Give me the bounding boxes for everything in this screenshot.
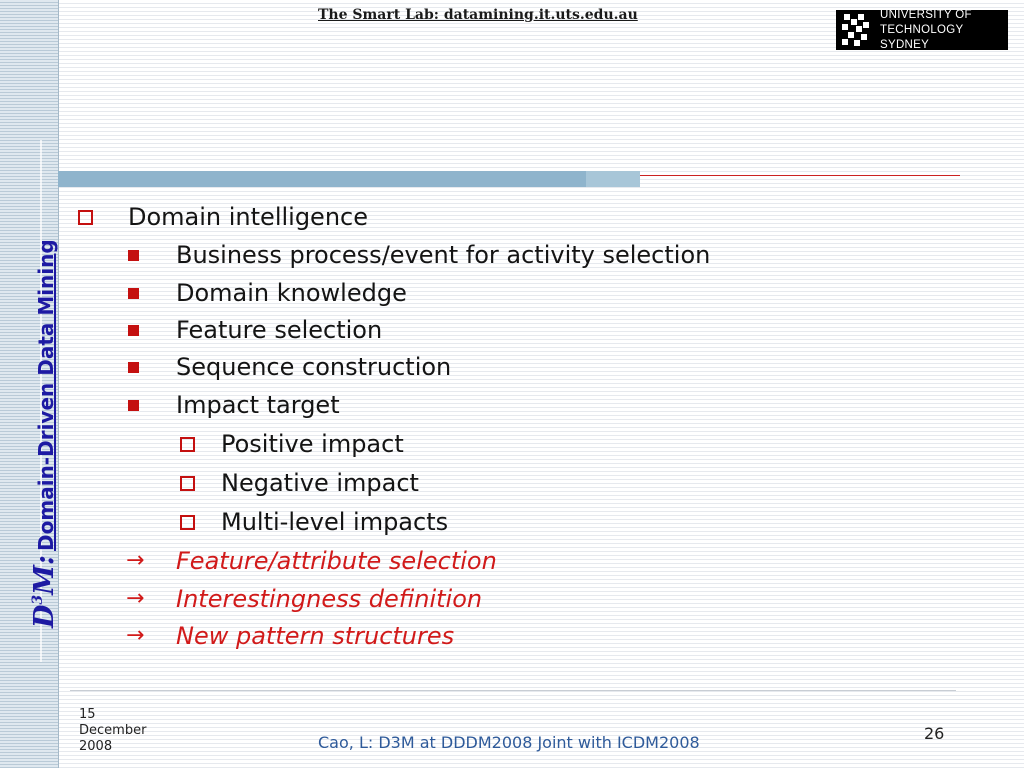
list-item [0, 507, 1000, 537]
hollow-square-bullet-icon [180, 476, 195, 491]
hollow-square-bullet-icon [180, 515, 195, 530]
footer-date-year: 2008 [79, 739, 113, 754]
list-item [0, 278, 1000, 308]
hollow-square-bullet-icon [78, 210, 93, 225]
list-item [0, 584, 1000, 614]
logo-line-1: UNIVERSITY OF [880, 8, 972, 21]
list-item-text: Negative impact [221, 469, 419, 497]
page-number: 26 [924, 724, 945, 743]
brand-d: D [29, 604, 60, 628]
list-item [0, 468, 1000, 498]
list-item-text: Domain knowledge [176, 279, 407, 307]
list-item [0, 621, 1000, 651]
brand-superscript: 3 [30, 594, 46, 605]
list-item-text: Interestingness definition [176, 585, 483, 613]
list-item [0, 352, 1000, 382]
list-item [0, 202, 1000, 232]
list-item-text: New pattern structures [176, 622, 455, 650]
list-item-text: Multi-level impacts [221, 508, 449, 536]
footer-date-day: 15 [79, 707, 96, 722]
list-item [0, 429, 1000, 459]
solid-square-bullet-icon [128, 288, 139, 299]
list-item-text: Business process/event for activity selection [176, 241, 711, 269]
footer-citation: Cao, L: D3M at DDDM2008 Joint with ICDM2008 [318, 733, 700, 752]
footer-rule [70, 690, 956, 691]
footer-date [79, 707, 169, 755]
solid-square-bullet-icon [128, 362, 139, 373]
logo-line-2: TECHNOLOGY SYDNEY [880, 23, 964, 51]
list-item-text: Impact target [176, 391, 340, 419]
list-item-text: Positive impact [221, 430, 404, 458]
list-item-text: Feature/attribute selection [176, 547, 497, 575]
arrow-bullet-icon: → [126, 548, 145, 573]
list-item [0, 390, 1000, 420]
list-item-text: Feature selection [176, 316, 383, 344]
hollow-square-bullet-icon [180, 437, 195, 452]
list-item [0, 240, 1000, 270]
arrow-bullet-icon: → [126, 623, 145, 648]
brand-m: M: [29, 554, 60, 595]
list-item-text: Sequence construction [176, 353, 452, 381]
arrow-bullet-icon: → [126, 586, 145, 611]
solid-square-bullet-icon [128, 250, 139, 261]
solid-square-bullet-icon [128, 325, 139, 336]
vertical-subtitle: Domain-Driven Data Mining [34, 239, 58, 551]
list-item-text: Domain intelligence [128, 203, 368, 231]
list-item [0, 315, 1000, 345]
header-link[interactable]: The Smart Lab: datamining.it.uts.edu.au [318, 7, 638, 23]
list-item [0, 546, 1000, 576]
solid-square-bullet-icon [128, 400, 139, 411]
footer-date-month: December [79, 723, 147, 738]
